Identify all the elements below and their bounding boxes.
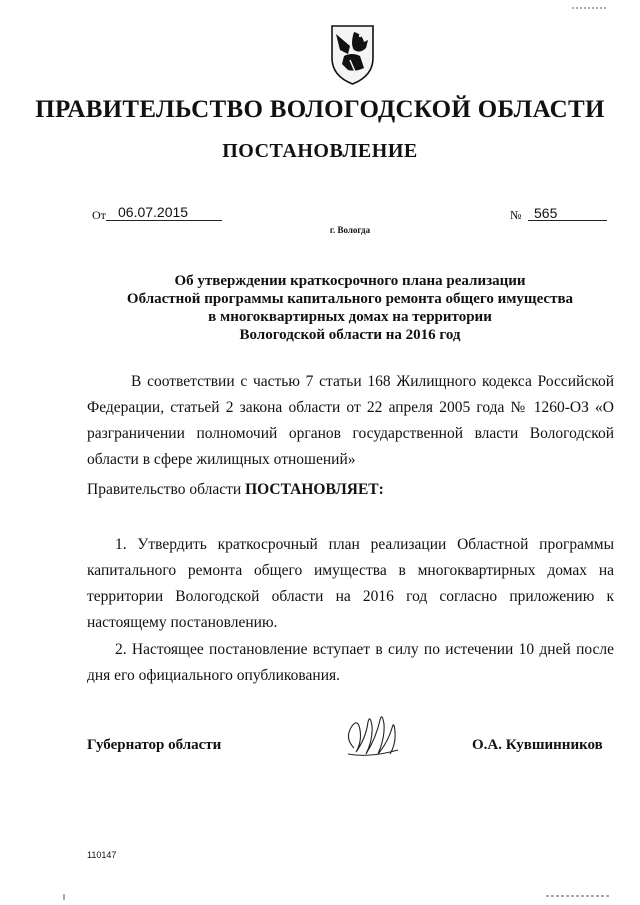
government-title: ПРАВИТЕЛЬСТВО ВОЛОГОДСКОЙ ОБЛАСТИ [35, 96, 605, 123]
footer-code: 110147 [87, 850, 117, 860]
scan-mark [546, 893, 610, 899]
resolution-item-1: 1. Утвердить краткосрочный план реализации Областной программы капитального ремонта общего имущества в многоквартирных домах на территории Вологодской области на 2016 год согласно приложению к настоящему постановлению. [87, 536, 614, 631]
number-label: № [510, 208, 522, 222]
resolves-prefix: Правительство области [87, 481, 242, 498]
document-date: 06.07.2015 [118, 204, 189, 220]
subject-line: Вологодской области на 2016 год [239, 327, 461, 343]
resolves-keyword: ПОСТАНОВЛЯЕТ: [245, 481, 384, 498]
preamble-paragraph: В соответствии с частью 7 статьи 168 Жилищного кодекса Российской Федерации, статьей 2 закона области от 22 апреля 2005 года № 1260-ОЗ «О разграничении полномочий органов государственной власти Вологодской области в сфере жилищных отношений» [87, 373, 614, 468]
handwritten-signature-icon [340, 708, 400, 763]
resolution-item-2: 2. Настоящее постановление вступает в силу по истечении 10 дней после дня его официального опубликования. [87, 641, 614, 684]
date-label: От [92, 208, 106, 222]
document-number: 565 [534, 205, 558, 221]
scan-mark [572, 6, 608, 10]
subject-line: Об утверждении краткосрочного плана реализации [174, 273, 526, 289]
subject-line: Областной программы капитального ремонта общего имущества [126, 291, 574, 307]
document-subject [60, 272, 640, 344]
date-underline [106, 220, 222, 221]
city-label: г. Вологда [329, 225, 371, 235]
resolution-line [87, 477, 614, 503]
signer-position: Губернатор области [87, 737, 222, 753]
signer-name: О.А. Кувшинников [472, 737, 603, 753]
subject-line: в многоквартирных домах на территории [208, 309, 492, 325]
scan-mark [62, 894, 66, 900]
vologda-coat-of-arms-icon [330, 24, 375, 86]
document-type: ПОСТАНОВЛЕНИЕ [222, 140, 418, 162]
